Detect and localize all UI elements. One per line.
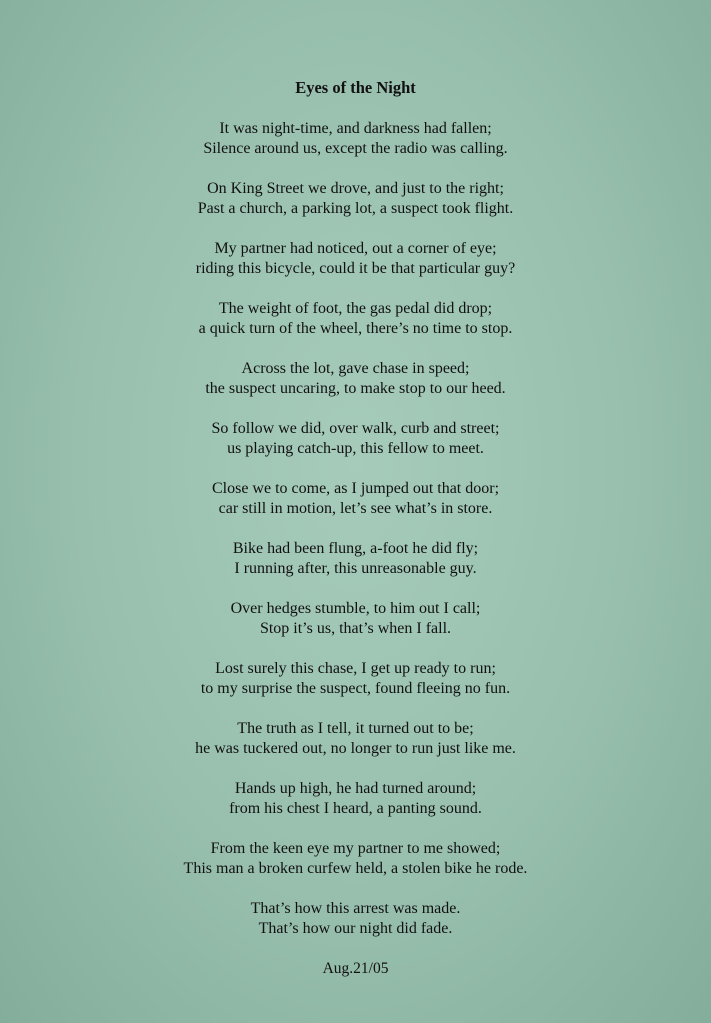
poem-line: Close we to come, as I jumped out that door;: [211, 480, 500, 497]
poem-line: Past a church, a parking lot, a suspect took flight.: [197, 200, 514, 217]
poem-line: Stop it’s us, that’s when I fall.: [259, 620, 452, 637]
poem-line: a quick turn of the wheel, there’s no time to stop.: [198, 320, 513, 337]
poem-line: us playing catch-up, this fellow to meet.: [227, 440, 484, 457]
poem-title: Eyes of the Night: [295, 78, 416, 97]
poem-stanza: [0, 359, 711, 399]
poem-stanza: [0, 599, 711, 639]
poem-line: The weight of foot, the gas pedal did drop;: [218, 300, 493, 317]
poem-stanza: [0, 779, 711, 819]
poem-line: from his chest I heard, a panting sound.: [229, 800, 482, 817]
poem-line: My partner had noticed, out a corner of eye;: [214, 240, 497, 257]
poem-line: Across the lot, gave chase in speed;: [241, 360, 470, 377]
poem-line: That’s how this arrest was made.: [250, 900, 461, 917]
poem-line: I running after, this unreasonable guy.: [234, 560, 477, 577]
poem-line: Lost surely this chase, I get up ready to run;: [215, 660, 496, 677]
poem-line: Silence around us, except the radio was calling.: [203, 140, 508, 157]
poem-line: car still in motion, let’s see what’s in store.: [218, 500, 493, 517]
poem-line: The truth as I tell, it turned out to be;: [237, 720, 474, 737]
poem-stanza: [0, 659, 711, 699]
poem-stanza: [0, 239, 711, 279]
poem-stanza: [0, 119, 711, 159]
poem-stanza: [0, 719, 711, 759]
poem-stanza: [0, 419, 711, 459]
poem-line: Over hedges stumble, to him out I call;: [230, 600, 481, 617]
poem-line: Bike had been flung, a-foot he did fly;: [232, 540, 479, 557]
poem-line: From the keen eye my partner to me showed;: [210, 840, 501, 857]
poem-stanza: [0, 179, 711, 219]
poem-line: the suspect uncaring, to make stop to our heed.: [205, 380, 506, 397]
poem-stanza: [0, 479, 711, 519]
poem-line: So follow we did, over walk, curb and street;: [211, 420, 500, 437]
poem-line: riding this bicycle, could it be that particular guy?: [195, 260, 516, 277]
poem-line: to my surprise the suspect, found fleeing no fun.: [200, 680, 511, 697]
poem-stanza: [0, 839, 711, 879]
poem-stanza: [0, 539, 711, 579]
poem-stanza: [0, 899, 711, 939]
poem-stanza: [0, 299, 711, 339]
poem-date: Aug.21/05: [322, 960, 389, 977]
poem-line: he was tuckered out, no longer to run just like me.: [195, 740, 516, 757]
poem-line: It was night-time, and darkness had fallen;: [219, 120, 492, 137]
poem-line: On King Street we drove, and just to the right;: [207, 180, 504, 197]
poem-line: Hands up high, he had turned around;: [234, 780, 477, 797]
poem-line: That’s how our night did fade.: [258, 920, 453, 937]
poem-line: This man a broken curfew held, a stolen bike he rode.: [183, 860, 528, 877]
poem-body: [0, 119, 711, 939]
